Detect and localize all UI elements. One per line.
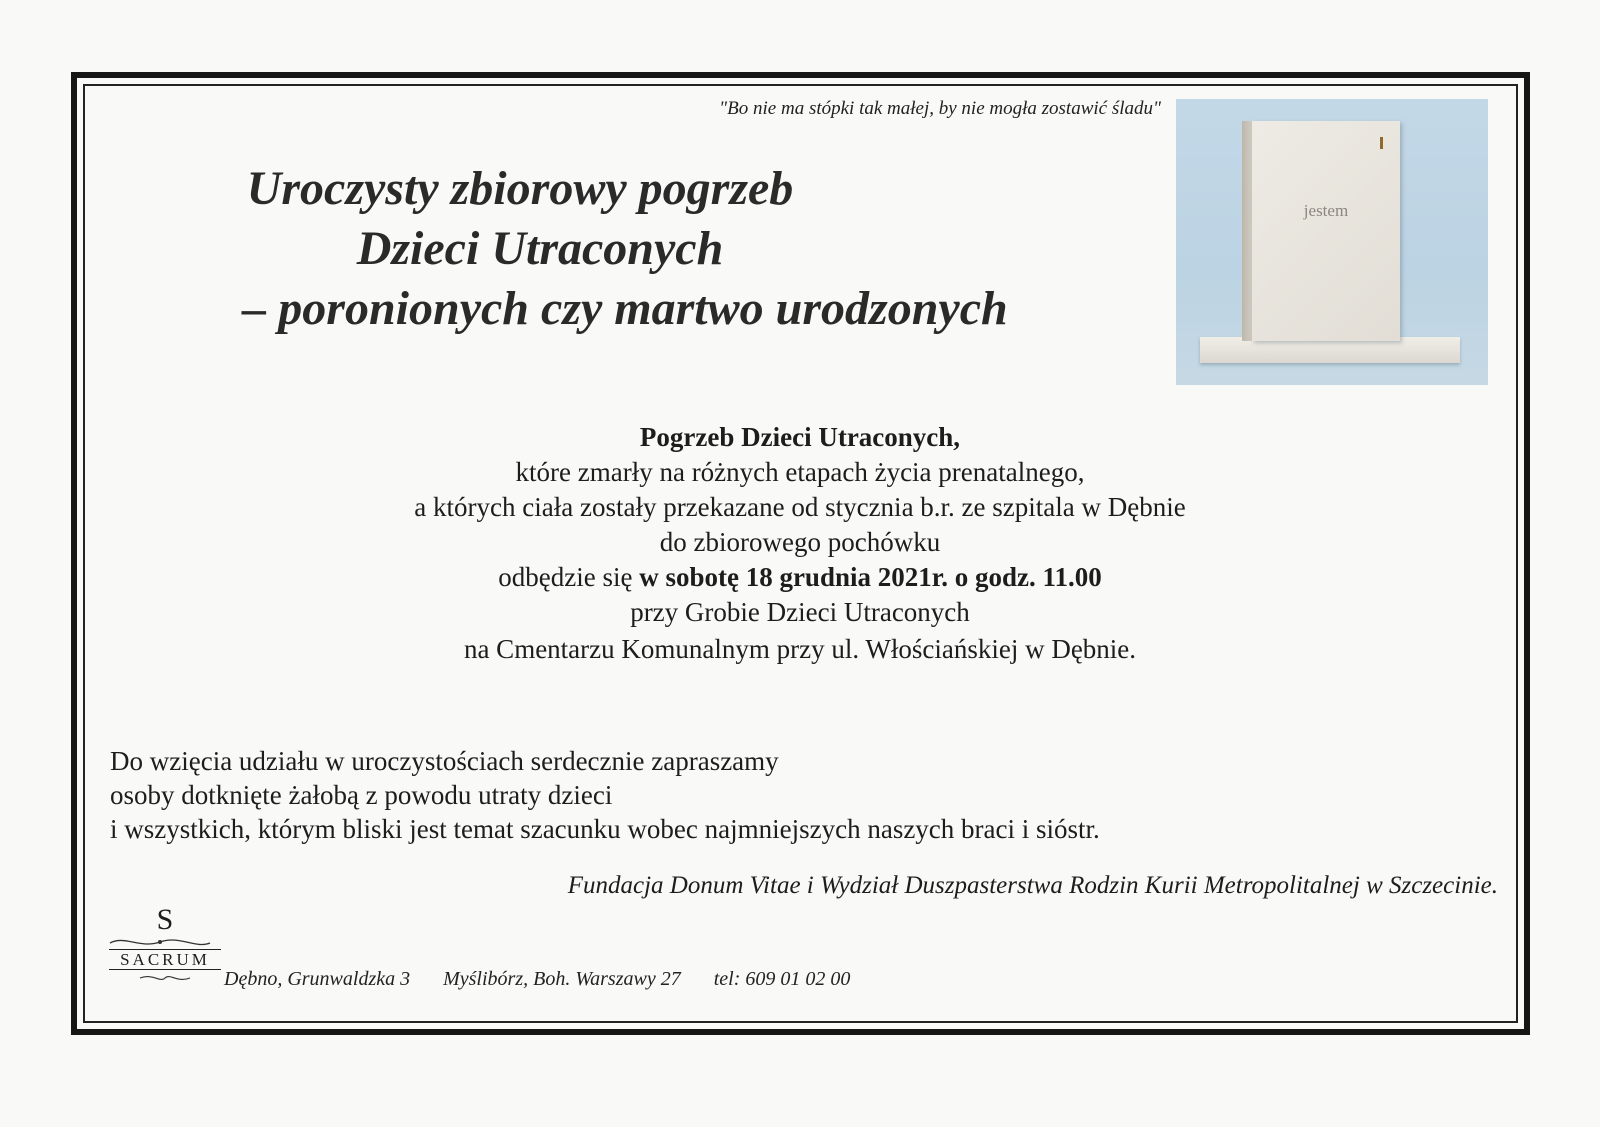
bookmark-icon: [1380, 137, 1383, 149]
logo-name: SACRUM: [109, 949, 221, 970]
book-cover: [1252, 121, 1400, 341]
announcement-line-5: przy Grobie Dzieci Utraconych: [630, 597, 970, 627]
announcement-line-1: które zmarły na różnych etapach życia prenatalnego,: [515, 457, 1085, 487]
book-title: jestem: [1303, 201, 1349, 220]
announcement-line-3: do zbiorowego pochówku: [659, 527, 941, 557]
ornament-icon: [105, 935, 215, 949]
announcement-heading: Pogrzeb Dzieci Utraconych,: [639, 422, 961, 452]
address-debno: Dębno, Grunwaldzka 3: [224, 968, 411, 990]
logo-letter: S: [156, 903, 174, 936]
address-mysliborz: Myślibórz, Boh. Warszawy 27: [443, 968, 681, 990]
sacrum-logo: [105, 905, 225, 995]
title-line-1: Uroczysty zbiorowy pogrzeb: [246, 162, 794, 215]
title-line-3: – poronionych czy martwo urodzonych: [242, 282, 1008, 335]
announcement-line-6: na Cmentarzu Komunalnym przy ul. Włościańskiej w Dębnie.: [463, 634, 1137, 664]
book-photo: [1176, 99, 1488, 385]
announcement-line-2: a których ciała zostały przekazane od stycznia b.r. ze szpitala w Dębnie: [414, 492, 1186, 522]
ornament-bottom-icon: [135, 973, 195, 983]
invitation-line-3: i wszystkich, którym bliski jest temat szacunku wobec najmniejszych naszych braci i sióstr.: [110, 814, 1100, 844]
footer-contact: [224, 968, 878, 991]
signature: Fundacja Donum Vitae i Wydział Duszpasterstwa Rodzin Kurii Metropolitalnej w Szczecinie.: [567, 872, 1498, 899]
announcement-date-line: [300, 560, 1300, 595]
phone-number: tel: 609 01 02 00: [713, 968, 851, 990]
epigraph-quote: "Bo nie ma stópki tak małej, by nie mogła zostawić śladu": [719, 98, 1161, 119]
date-prefix: odbędzie się: [498, 562, 640, 592]
title-line-2: Dzieci Utraconych: [356, 222, 724, 275]
invitation-line-1: Do wzięcia udziału w uroczystościach serdecznie zapraszamy: [110, 746, 779, 776]
invitation-line-2: osoby dotknięte żałobą z powodu utraty dzieci: [110, 780, 613, 810]
date-time: w sobotę 18 grudnia 2021r. o godz. 11.00: [639, 562, 1102, 592]
